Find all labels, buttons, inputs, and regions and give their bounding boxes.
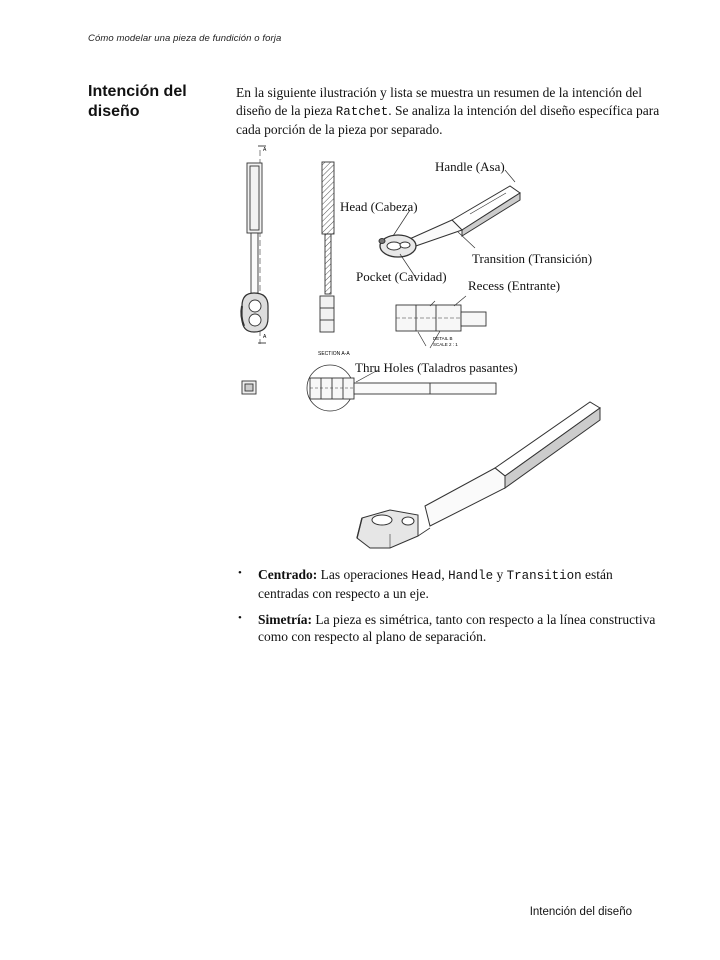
large-isometric-view	[357, 402, 600, 548]
code-handle: Handle	[448, 569, 494, 583]
bullet-list	[236, 566, 656, 654]
scale-label: SCALE 2 : 1	[433, 342, 458, 347]
page-footer: Intención del diseño	[529, 906, 632, 918]
cut-label-a-top: A	[263, 147, 267, 153]
bullet-dot: •	[238, 612, 242, 624]
front-view	[241, 146, 268, 344]
bullet-text: Las operaciones	[317, 567, 412, 582]
bullet-text: ,	[441, 567, 449, 582]
bullet-text: están centradas con respecto a un eje.	[258, 567, 613, 601]
running-header: Cómo modelar una pieza de fundición o forja	[88, 33, 282, 44]
callout-transition: Transition (Transición)	[472, 251, 593, 266]
bullet-term: Simetría:	[258, 612, 312, 627]
callout-head: Head (Cabeza)	[340, 199, 418, 214]
leader-transition	[458, 232, 475, 248]
intro-text-2: . Se analiza la intención del diseño específica para cada porción de la pieza por separado.	[236, 103, 660, 137]
bullet-dot: •	[238, 567, 242, 579]
code-transition: Transition	[506, 569, 582, 583]
intro-text-1: En la siguiente ilustración y lista se muestra un resumen de la intención del diseño de la pieza	[236, 85, 643, 118]
cut-label-a-bottom: A	[263, 334, 267, 340]
code-head: Head	[411, 569, 442, 583]
bullet-term: Centrado:	[258, 567, 318, 582]
section-title: Intención del diseño	[88, 83, 187, 120]
leader-handle	[505, 170, 515, 182]
isometric-view	[379, 186, 520, 257]
bullet-item	[236, 611, 656, 645]
ratchet-figure	[230, 138, 650, 568]
section-label: SECTION A-A	[318, 351, 350, 357]
callout-thru-holes: Thru Holes (Taladros pasantes)	[355, 360, 518, 375]
bullet-text: y	[493, 567, 507, 582]
intro-paragraph	[236, 84, 666, 139]
callout-pocket: Pocket (Cavidad)	[356, 269, 447, 284]
part-name: Ratchet	[335, 105, 389, 119]
callout-handle: Handle (Asa)	[435, 159, 505, 174]
bullet-text: La pieza es simétrica, tanto con respecto a la línea constructiva como con respecto al plano de separación.	[258, 612, 656, 644]
ratchet-drawing	[230, 138, 650, 568]
detail-label: DETAIL B	[433, 336, 453, 341]
callout-recess: Recess (Entrante)	[468, 278, 561, 293]
section-view	[320, 162, 334, 332]
bullet-item	[236, 566, 656, 602]
